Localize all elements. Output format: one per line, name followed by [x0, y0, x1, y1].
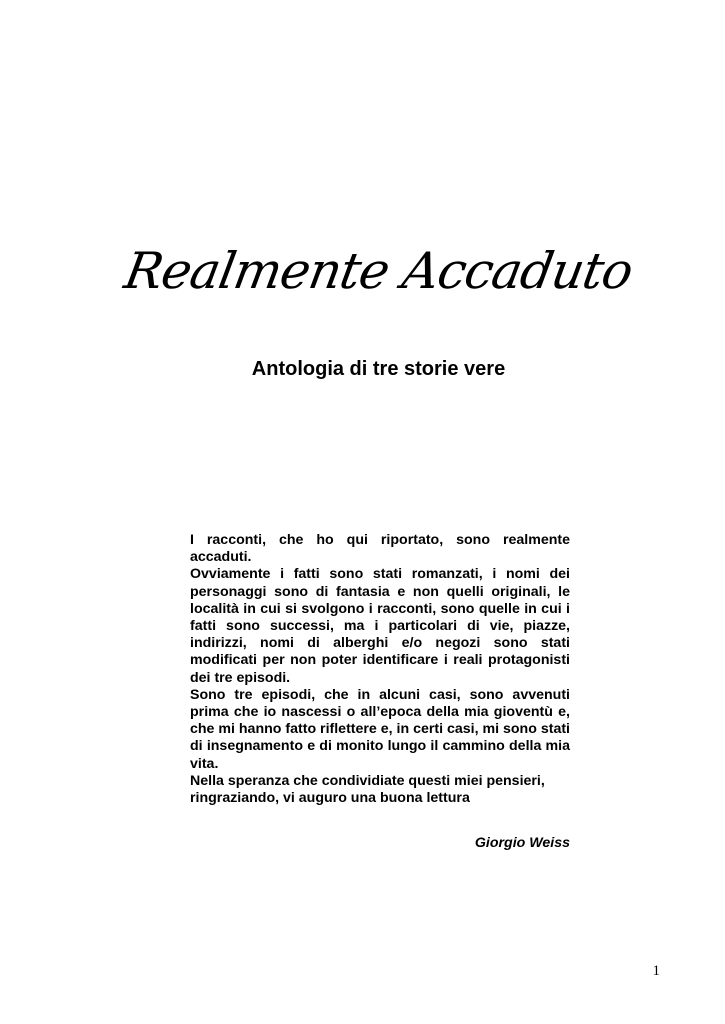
introduction-text — [190, 532, 570, 807]
paragraph-1: I racconti, che ho qui riportato, sono realmente accaduti. — [190, 532, 570, 566]
paragraph-4: Nella speranza che condividiate questi miei pensieri, ringraziando, vi auguro una buona lettura — [190, 772, 545, 807]
author-signature: Giorgio Weiss — [474, 835, 570, 851]
page-number: 1 — [652, 963, 660, 979]
paragraph-3: Sono tre episodi, che in alcuni casi, sono avvenuti prima che io nascessi o all’epoca della mia gioventù e, che mi hanno fatto riflettere e, in certi casi, mi sono stati di insegnamento e di monito lungo il cammino della mia vita. — [190, 686, 571, 772]
paragraph-2: Ovviamente i fatti sono stati romanzati, i nomi dei personaggi sono di fantasia e non quelli originali, le località in cui si svolgono i racconti, sono quelle in cui i fatti sono successi, ma i particolari di vie, piazze, indirizzi, nomi di alberghi e/o negozi sono stati modificati per non poter identificare i reali protagonisti dei tre episodi. — [190, 566, 570, 686]
document-title: Realmente Accaduto — [120, 242, 637, 300]
document-subtitle: Antologia di tre storie vere — [251, 358, 506, 380]
